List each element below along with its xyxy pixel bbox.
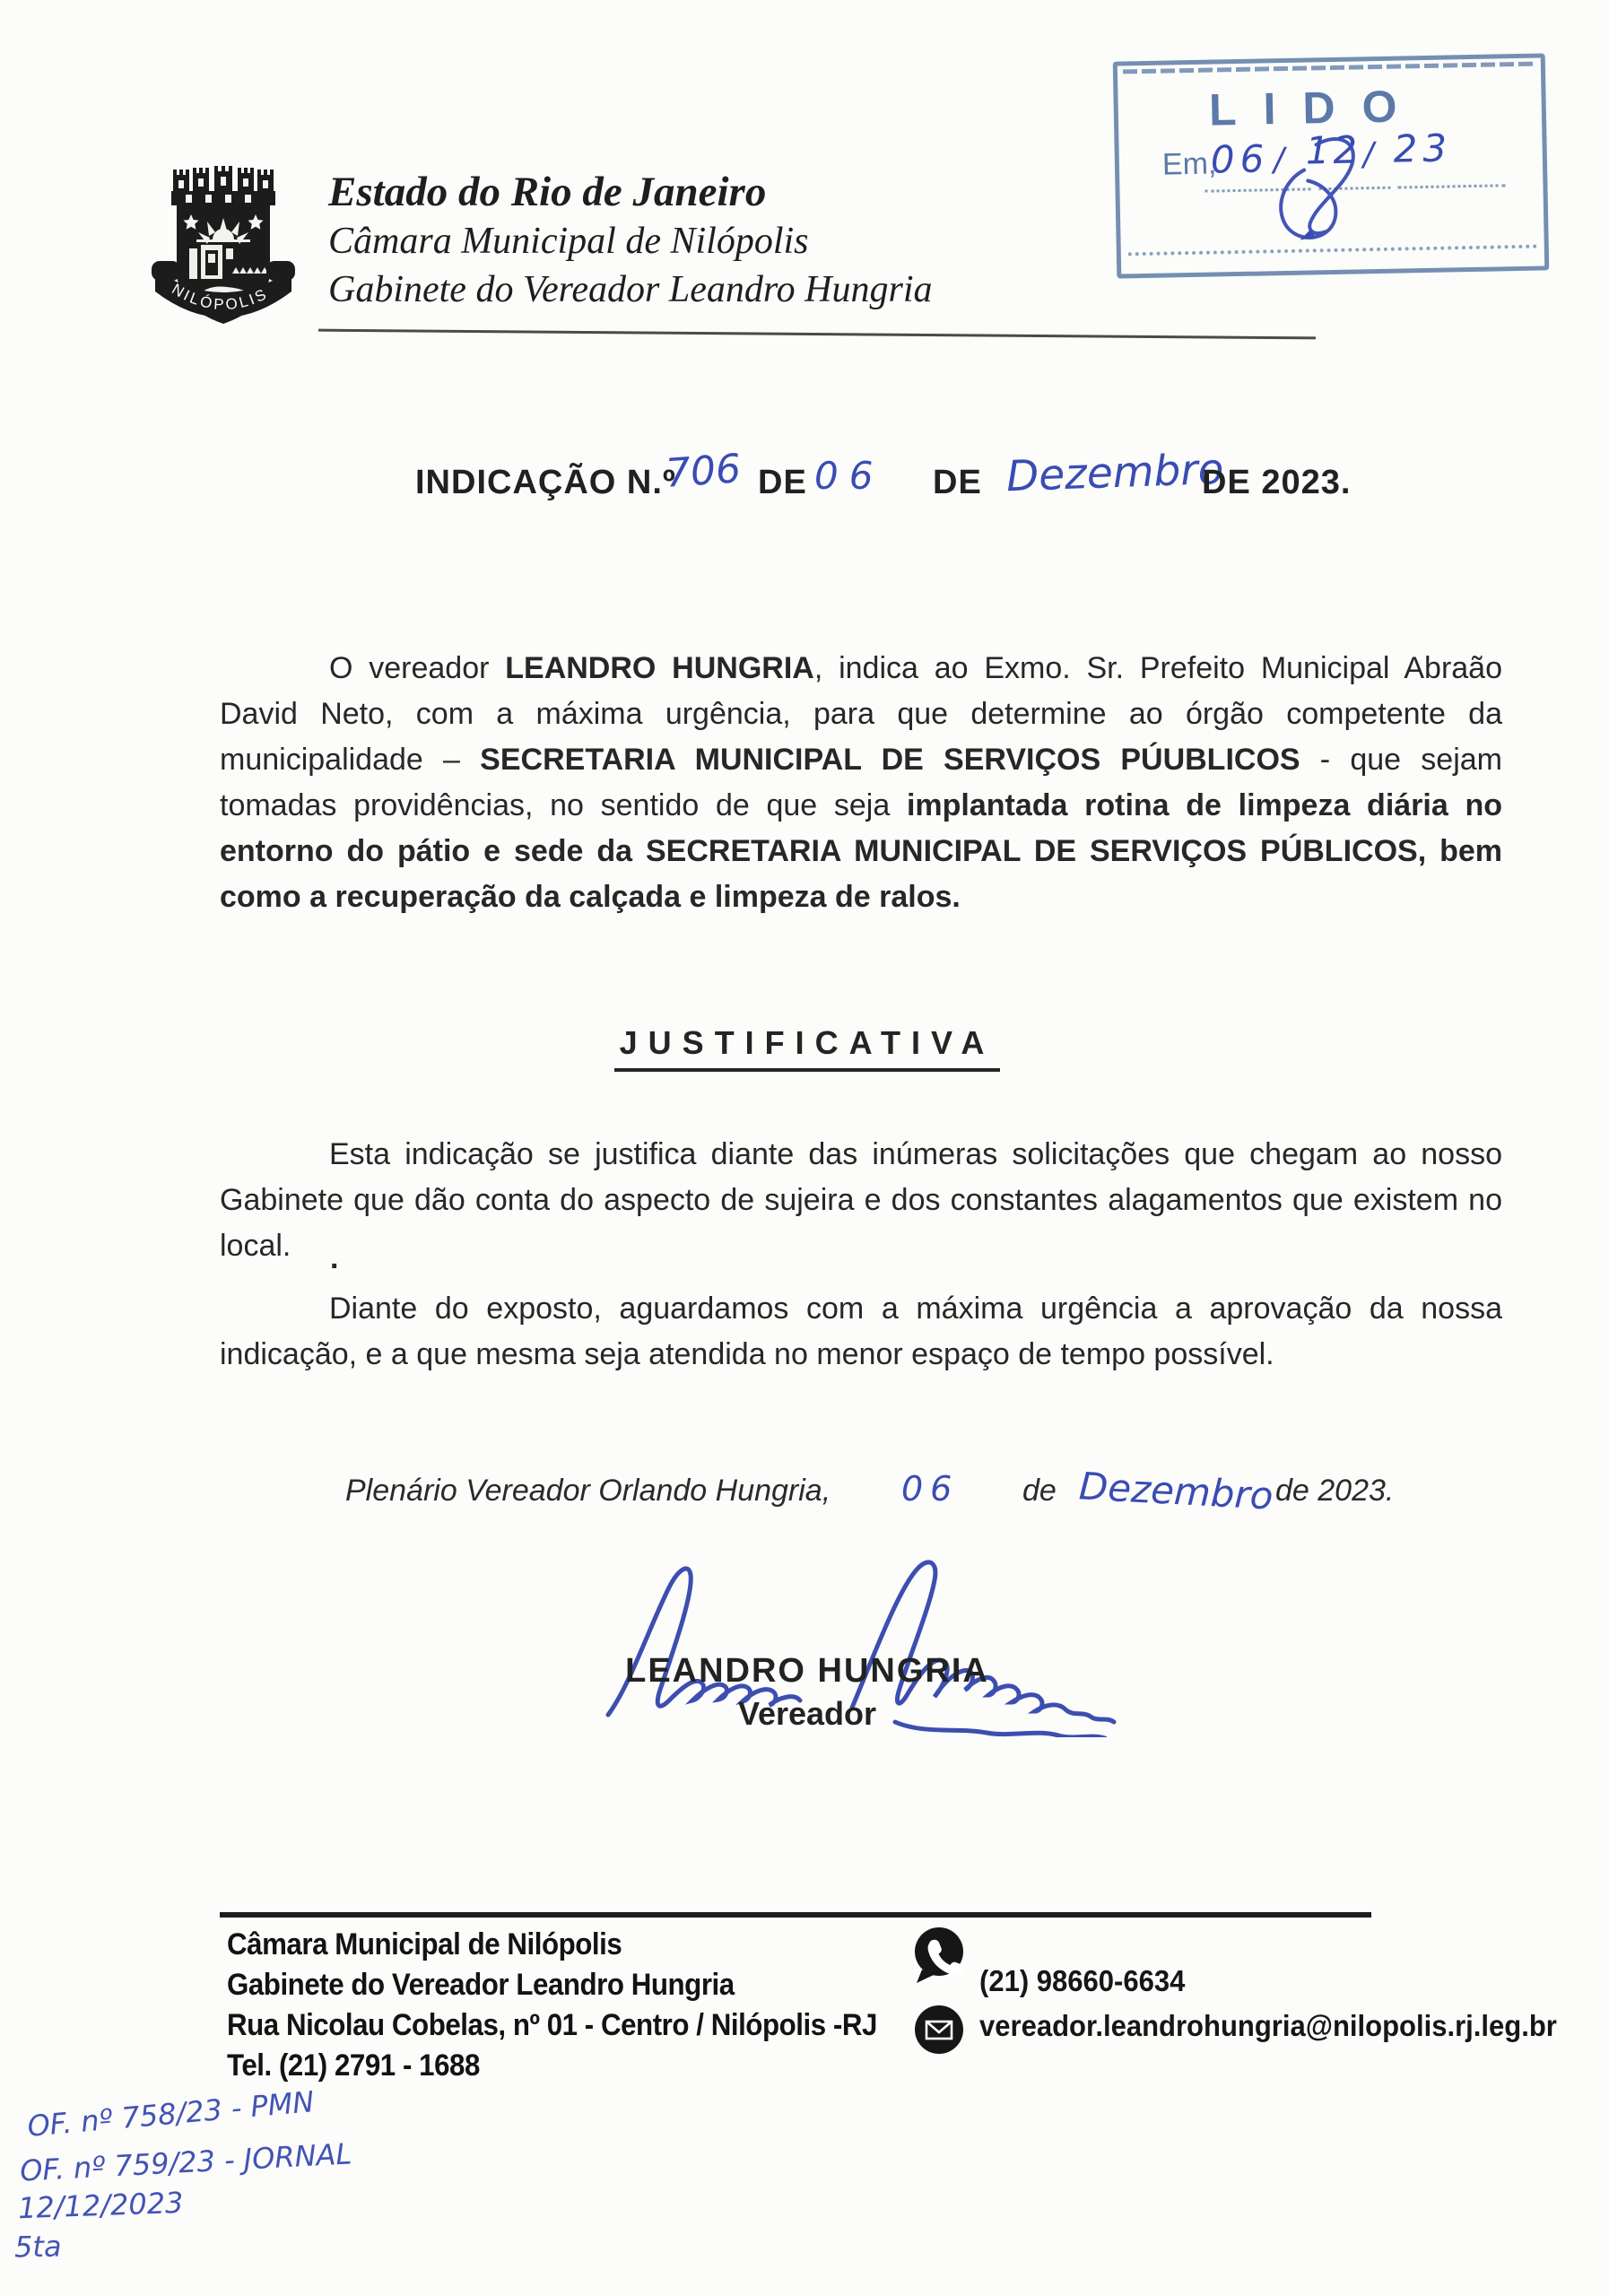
paragraph-text: O vereador [329,651,506,685]
title-handwritten-number: 706 [664,446,743,497]
handwritten-note-5ta: 5ta [13,2229,62,2265]
handwritten-note-oficio-759: OF. nº 759/23 - JORNAL [19,2136,353,2188]
stamp-title: LIDO [1208,81,1424,135]
nilopolis-coat-of-arms [146,164,300,342]
closing-de: de [1022,1474,1057,1508]
stamp-separator: / [1273,142,1285,179]
signer-name: LEANDRO HUNGRIA [625,1652,989,1690]
closing-handwritten-month: Dezembro [1077,1464,1274,1518]
letterhead-divider [318,329,1316,340]
letterhead-state: Estado do Rio de Janeiro [328,169,767,215]
footer-address-block [227,1925,934,2086]
signer-role: Vereador [737,1695,877,1732]
footer-divider [220,1912,1371,1918]
whatsapp-phone-icon [909,1925,969,1986]
stamp-handwritten-month: 12 [1305,127,1361,173]
title-de-2: DE [933,464,982,501]
stamp-date-label: Em, [1161,146,1217,182]
stamp-grain-line [1123,62,1535,74]
request-bold: implantada rotina de limpeza diária no entorno do pátio e sede da SECRETARIA MUNICIPAL DE SERVIÇOS PÚBLICOS, bem como a recuperação da calçada e limpeza de ralos. [220,788,1502,914]
lido-stamp [1113,53,1550,278]
closing-place: Plenário Vereador Orlando Hungria, [345,1474,831,1508]
paragraph-text: - que sejam tomadas providências, no sentido de que seja [220,743,1502,822]
handwritten-note-date: 12/12/2023 [17,2185,185,2226]
title-de-1: DE [758,464,807,501]
footer-mobile-number: (21) 98660-6634 [979,1964,1186,1997]
closing-year: de 2023. [1275,1474,1395,1508]
letterhead [328,167,933,314]
handwritten-note-oficio-758: OF. nº 758/23 - PMN [25,2084,316,2144]
footer-chamber: Câmara Municipal de Nilópolis [227,1927,622,1961]
footer-telephone: Tel. (21) 2791 - 1688 [227,2048,480,2083]
letterhead-chamber: Câmara Municipal de Nilópolis [328,221,809,262]
stamp-handwritten-day: 06 [1210,136,1270,182]
justificativa-heading: JUSTIFICATIVA [614,1024,1001,1072]
paragraph-text: , indica ao Exmo. Sr. Prefeito Municipal Abraão David Neto, com a máxima urgência, para que determine ao órgão competente da municipalidade – [220,651,1503,777]
body-paragraph-3: Diante do exposto, aguardamos com a máxima urgência a aprovação da nossa indicação, e a que mesma seja atendida no menor espaço de tempo possível. [220,1292,1502,1371]
closing-handwritten-day: 06 [901,1469,960,1509]
vereador-name-bold: LEANDRO HUNGRIA [505,651,814,685]
stamp-pen-flourish [1253,136,1373,256]
footer-street-address: Rua Nicolau Cobelas, nº 01 - Centro / Nilópolis -RJ [227,2008,877,2042]
footer-email-address: vereador.leandrohungria@nilopolis.rj.leg.br [979,2009,1557,2042]
letterhead-office: Gabinete do Vereador Leandro Hungria [328,269,933,310]
stamp-dotted-line [1397,184,1505,188]
title-handwritten-day: 06 [814,454,884,498]
title-handwritten-month: Dezembro [1005,444,1225,502]
email-icon [911,2002,967,2057]
stray-period-mark: . [330,1241,339,1275]
secretaria-bold: SECRETARIA MUNICIPAL DE SERVIÇOS PÚUBLICOS [480,743,1300,777]
coat-of-arms-banner-text: NILÓPOLIS [169,280,272,314]
title-label: INDICAÇÃO N.º [415,464,676,501]
stamp-handwritten-year: 23 [1393,126,1453,171]
title-year-label: DE 2023. [1202,464,1352,501]
stamp-separator: / [1362,136,1375,174]
footer-office: Gabinete do Vereador Leandro Hungria [227,1968,735,2002]
body-paragraph-1 [220,646,1502,920]
body-paragraph-2: Esta indicação se justifica diante das inúmeras solicitações que chegam ao nosso Gabinete que dão conta do aspecto de sujeira e dos constantes alagamentos que existem no local. [220,1137,1502,1263]
justificativa-heading-wrap [220,1024,1395,1072]
